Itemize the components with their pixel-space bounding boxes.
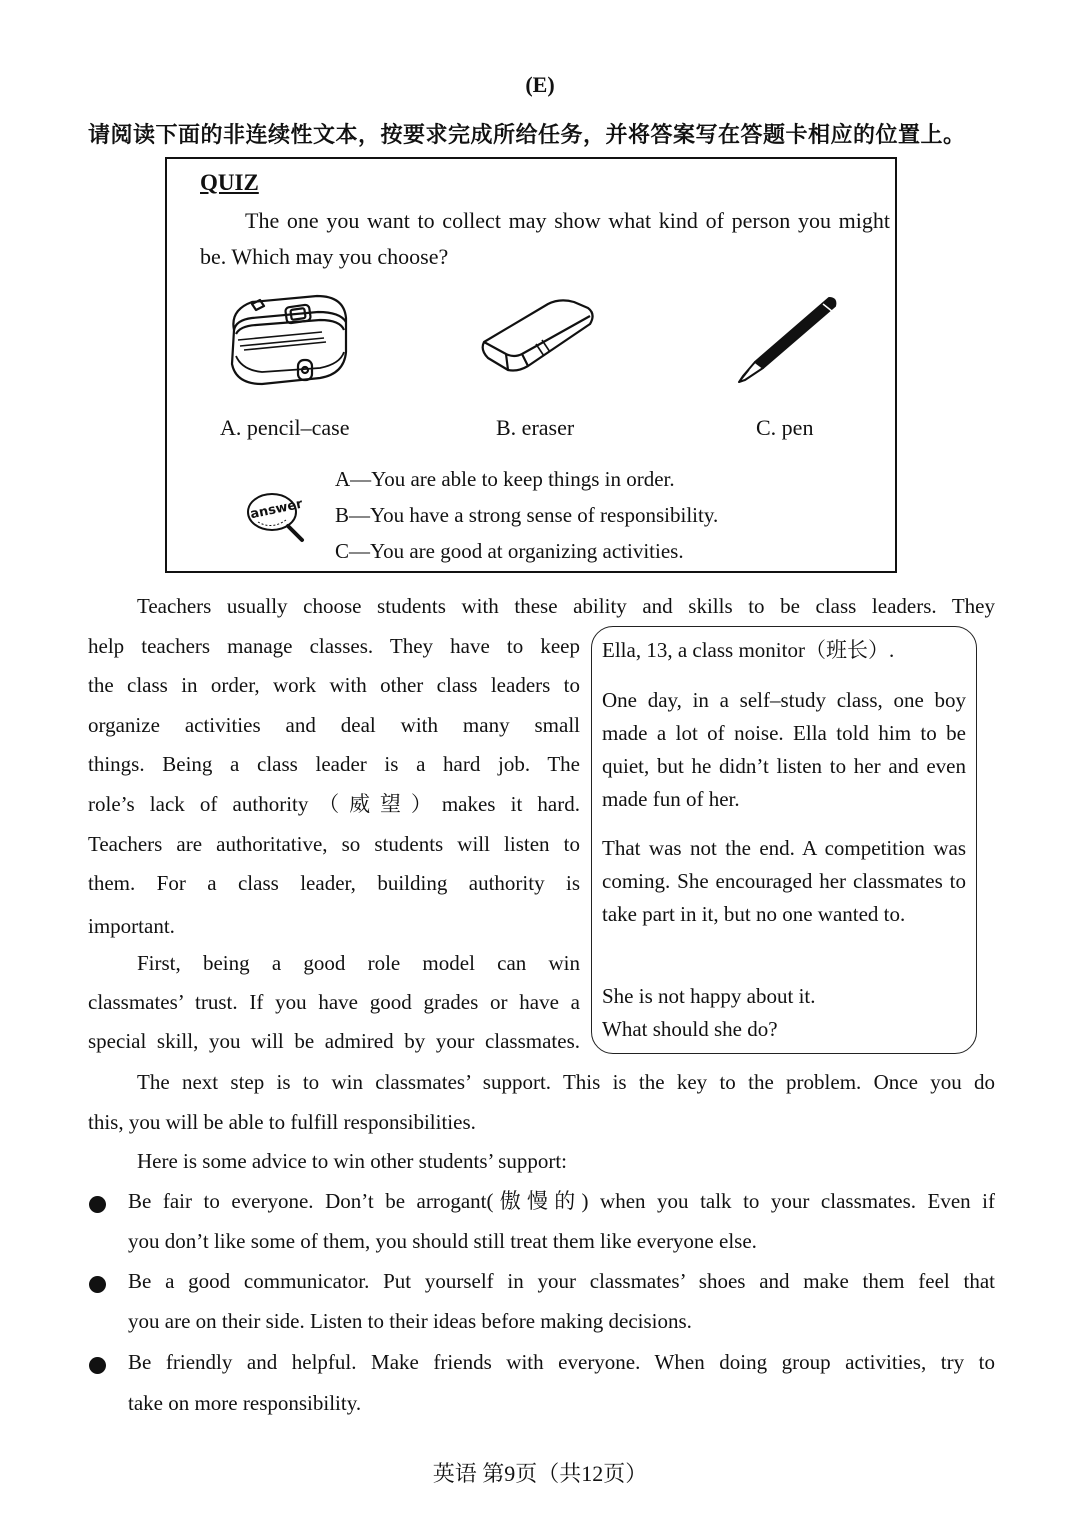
- answer-b: B—You have a strong sense of responsibility.: [335, 503, 719, 527]
- story-paragraph-3a: She is not happy about it.: [602, 984, 816, 1008]
- article-p3-line: this, you will be able to fulfill responsibilities.: [88, 1110, 476, 1134]
- pencil-case-icon: [222, 290, 354, 390]
- option-a-label: A. pencil–case: [220, 415, 350, 440]
- bullet-3-line: take on more responsibility.: [128, 1391, 362, 1415]
- bullet-2-line: you are on their side. Listen to their ideas before making decisions.: [128, 1309, 692, 1333]
- answer-a: A—You are able to keep things in order.: [335, 467, 675, 491]
- story-paragraph-3b: What should she do?: [602, 1017, 778, 1041]
- quiz-intro: The one you want to collect may show what kind of person you might be. Which may you choose?: [200, 208, 890, 269]
- bullet-icon: [89, 1276, 106, 1293]
- option-b-label: B. eraser: [496, 415, 575, 440]
- answer-badge-text: answer: [249, 496, 304, 523]
- article-p3-line: The next step is to win classmates’ support. This is the key to the problem. Once you do: [137, 1070, 995, 1094]
- page-footer: 英语 第9页（共12页）: [432, 1461, 648, 1486]
- story-paragraph-1: One day, in a self–study class, one boy made a lot of noise. Ella told him to be quiet, but he didn’t listen to her and even made fun of her.: [602, 688, 966, 811]
- answer-badge: [244, 488, 308, 546]
- story-paragraph-2: That was not the end. A competition was coming. She encouraged her classmates to take part in it, but no one wanted to.: [602, 836, 966, 926]
- article-p1-line: role’s lack of authority（威望）makes it hard.: [88, 792, 580, 816]
- article-p1-line: important.: [88, 914, 175, 938]
- story-heading: Ella, 13, a class monitor（班长）.: [602, 638, 895, 662]
- article-p1-line1: Teachers usually choose students with these ability and skills to be class leaders. They: [137, 594, 995, 618]
- article-p1-line: organize activities and deal with many small: [88, 713, 580, 737]
- article-p4: Here is some advice to win other students’ support:: [137, 1149, 568, 1173]
- article-p2-line: First, being a good role model can win: [137, 951, 580, 975]
- pen-icon: [733, 294, 843, 386]
- answer-c: C—You are good at organizing activities.: [335, 539, 684, 563]
- article-p1-line: Teachers are authoritative, so students will listen to: [88, 832, 580, 856]
- article-p2-line: classmates’ trust. If you have good grades or have a: [88, 990, 580, 1014]
- bullet-1-line: Be fair to everyone. Don’t be arrogant(傲慢的) when you talk to your classmates. Even if: [128, 1189, 995, 1213]
- article-p1-line: help teachers manage classes. They have to keep: [88, 634, 580, 658]
- bullet-1-line: you don’t like some of them, you should still treat them like everyone else.: [128, 1229, 757, 1253]
- bullet-2-line: Be a good communicator. Put yourself in your classmates’ shoes and make them feel that: [128, 1269, 995, 1293]
- quiz-title: QUIZ: [200, 170, 259, 195]
- instruction-text: 请阅读下面的非连续性文本，按要求完成所给任务，并将答案写在答题卡相应的位置上。: [88, 123, 966, 148]
- section-label: (E): [525, 72, 555, 97]
- option-c-label: C. pen: [756, 415, 814, 440]
- article-p2-line: special skill, you will be admired by your classmates.: [88, 1029, 580, 1053]
- article-p1-line: the class in order, work with other class leaders to: [88, 673, 580, 697]
- bullet-icon: [89, 1357, 106, 1374]
- bullet-icon: [89, 1196, 106, 1213]
- article-p1-line: them. For a class leader, building authority is: [88, 871, 580, 895]
- eraser-icon: [478, 292, 598, 384]
- bullet-3-line: Be friendly and helpful. Make friends with everyone. When doing group activities, try to: [128, 1350, 995, 1374]
- article-p1-line: things. Being a class leader is a hard job. The: [88, 752, 580, 776]
